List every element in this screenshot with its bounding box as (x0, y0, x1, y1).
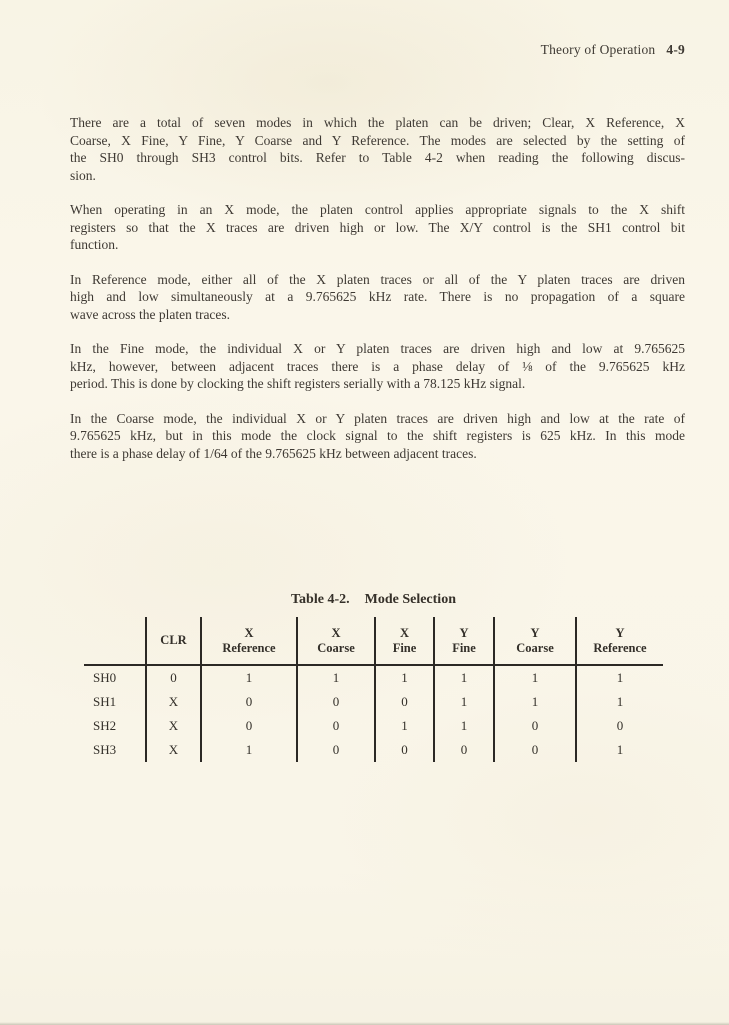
table-cell: X (146, 738, 201, 762)
column-header-line1: CLR (160, 633, 187, 648)
column-header-line1: X (399, 626, 410, 640)
column-header (434, 617, 494, 665)
paragraph-line: there is a phase delay of 1/64 of the 9.765625 kHz between adjacent traces. (70, 445, 477, 461)
row-label: SH0 (93, 670, 117, 685)
paragraph-line: registers so that the X traces are driven high or low. The X/Y control is the SH1 control bit (70, 219, 685, 235)
table-body (84, 665, 663, 762)
column-header-line2: Reference (593, 640, 647, 655)
table-cell: 0 (576, 714, 663, 738)
paragraph-line: wave across the platen traces. (70, 306, 231, 322)
column-header-line1: Y (615, 626, 625, 640)
paragraph-line: 9.765625 kHz, but in this mode the clock signal to the shift registers is 625 kHz. In this mode (70, 428, 685, 443)
paragraph-line: high and low simultaneously at a 9.765625 kHz rate. There is no propagation of a square (70, 289, 685, 304)
column-header (201, 617, 297, 665)
paragraph-line: When operating in an X mode, the platen control applies appropriate signals to the X shift (70, 202, 685, 217)
column-header-line1: X (244, 626, 254, 640)
table-cell: 0 (297, 738, 375, 762)
table-caption-label: Table 4-2. (291, 592, 350, 607)
table-cell: 1 (375, 665, 434, 690)
table-cell: 1 (494, 690, 576, 714)
table-cell: 1 (576, 690, 663, 714)
column-header-empty (84, 617, 146, 665)
paragraph-line: In Reference mode, either all of the X platen traces or all of the Y platen traces are driven (70, 271, 685, 287)
column-header (297, 617, 375, 665)
table-cell: 1 (201, 665, 297, 690)
table-cell: 0 (375, 738, 434, 762)
column-header-line2: Coarse (516, 640, 554, 655)
column-header-line2: Reference (222, 640, 276, 655)
page-number: 4-9 (666, 42, 685, 57)
table-cell: 0 (297, 714, 375, 738)
running-head-section: Theory of Operation (540, 42, 656, 57)
table-caption (84, 592, 663, 608)
column-header (576, 617, 663, 665)
mode-selection-table (84, 617, 663, 762)
column-header-line1: Y (459, 626, 469, 640)
table-caption-title: Mode Selection (364, 592, 456, 607)
paragraph (70, 271, 685, 324)
paragraph (70, 201, 685, 254)
table-cell: 1 (494, 665, 576, 690)
table-cell: 1 (434, 665, 494, 690)
table-row (84, 690, 663, 714)
table-cell: X (146, 714, 201, 738)
row-label: SH2 (93, 718, 117, 733)
running-head (541, 42, 685, 58)
table-cell: 1 (434, 714, 494, 738)
column-header-line2: Coarse (317, 640, 355, 655)
table-cell: 1 (576, 738, 663, 762)
paragraph-line: In the Coarse mode, the individual X or Y platen traces are driven high and low at the rate of (70, 410, 685, 426)
column-header (494, 617, 576, 665)
column-header-line2: Fine (392, 640, 417, 655)
column-header-line1: X (331, 626, 341, 640)
column-header-line2: Fine (452, 640, 476, 655)
paragraph-line: kHz, however, between adjacent traces there is a phase delay of ⅛ of the 9.765625 kHz (70, 358, 685, 374)
paragraph (70, 114, 685, 184)
table-cell: 0 (201, 714, 297, 738)
paragraph-line: There are a total of seven modes in which the platen can be driven; Clear, X Reference, X (70, 115, 685, 130)
table-cell: 0 (297, 690, 375, 714)
paragraph-line: In the Fine mode, the individual X or Y platen traces are driven high and low at 9.765625 (70, 341, 685, 356)
column-header (146, 617, 201, 665)
column-header (375, 617, 434, 665)
table-cell: 1 (375, 714, 434, 738)
paragraph-line: function. (70, 237, 119, 252)
table-row (84, 714, 663, 738)
table-cell: 1 (576, 665, 663, 690)
table-cell: 0 (375, 690, 434, 714)
paragraph (70, 340, 685, 393)
paragraph-line: the SH0 through SH3 control bits. Refer to Table 4-2 when reading the following discus- (70, 150, 685, 165)
row-label: SH3 (93, 742, 117, 757)
table-cell: 0 (494, 738, 576, 762)
paragraph-line: Coarse, X Fine, Y Fine, Y Coarse and Y Reference. The modes are selected by the setting of (70, 132, 685, 148)
paragraph-line: period. This is done by clocking the shift registers serially with a 78.125 kHz signal. (70, 376, 526, 391)
table-cell: 0 (494, 714, 576, 738)
table-cell: 1 (297, 665, 375, 690)
row-label: SH1 (93, 694, 117, 709)
table-header-row (84, 617, 663, 665)
paragraph-line: sion. (70, 167, 96, 183)
table-cell: X (146, 690, 201, 714)
table-cell: 1 (434, 690, 494, 714)
table-row (84, 665, 663, 690)
table-cell: 0 (146, 665, 201, 690)
paragraph (70, 410, 685, 463)
table-cell: 0 (434, 738, 494, 762)
table-cell: 0 (201, 690, 297, 714)
table-cell: 1 (201, 738, 297, 762)
table-row (84, 738, 663, 762)
column-header-line1: Y (530, 626, 540, 640)
body-text (70, 114, 685, 479)
